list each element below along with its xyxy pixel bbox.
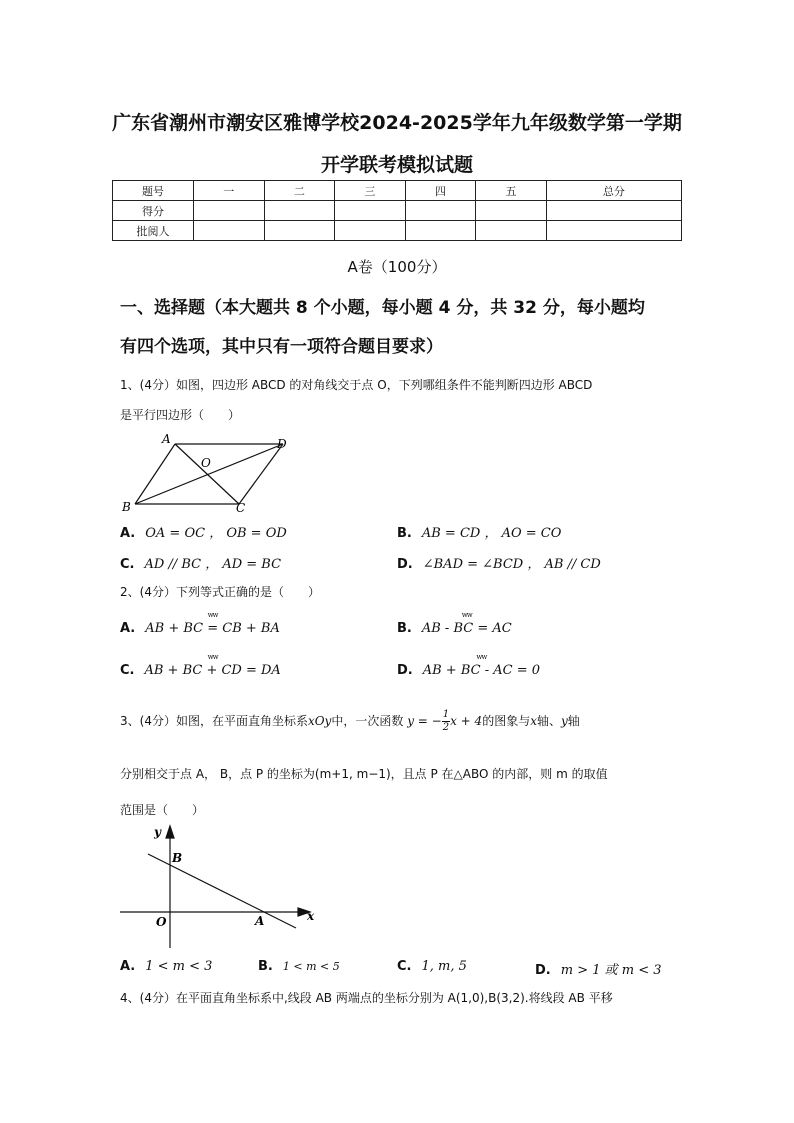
point-label-b: B	[172, 851, 183, 865]
q1-parallelogram-figure	[118, 432, 298, 514]
score-cell[interactable]	[546, 201, 681, 221]
score-table-header-row	[113, 181, 682, 201]
q1-option-d[interactable]: D. ∠BAD = ∠BCD ， AB // CD	[397, 557, 601, 572]
axis-label-y: y	[154, 825, 161, 839]
q3-stem-line2: 分别相交于点 A， B，点 P 的坐标为(m+1, m−1)，且点 P 在△ABO 的内部，则 m 的取值	[120, 767, 608, 781]
reviewer-cell[interactable]	[335, 221, 406, 241]
vertex-label-o: O	[201, 456, 211, 470]
score-header-cell: 三	[335, 181, 406, 201]
reviewer-cell[interactable]	[264, 221, 335, 241]
vertex-label-d: D	[277, 437, 287, 451]
side-ab	[135, 444, 175, 504]
q2-option-c[interactable]: C.ww AB + BC + CD = DA	[120, 663, 281, 678]
q3-option-c[interactable]: C. 1, m, 5	[397, 959, 467, 974]
axis-label-x: x	[307, 909, 315, 923]
q2-stem: 2、(4分）下列等式正确的是（ ）	[120, 585, 320, 599]
score-table	[112, 180, 682, 241]
q2-option-b[interactable]: B.ww AB - BC = AC	[397, 621, 512, 636]
q3-option-b[interactable]: B. 1 < m < 5	[258, 959, 340, 974]
score-header-cell: 总分	[546, 181, 681, 201]
reviewer-cell[interactable]	[476, 221, 547, 241]
q3-option-d[interactable]: D. m > 1 或 m < 3	[535, 963, 662, 978]
q1-option-a[interactable]: A. OA = OC ， OB = OD	[120, 526, 287, 541]
vertex-label-c: C	[236, 501, 246, 514]
section1-heading-line1: 一、选择题（本大题共 8 个小题，每小题 4 分，共 32 分，每小题均	[120, 298, 645, 318]
reviewer-cell[interactable]	[546, 221, 681, 241]
q1-option-b[interactable]: B. AB = CD ， AO = CO	[397, 526, 562, 541]
volume-label: A卷（100分）	[347, 258, 447, 276]
score-cell[interactable]	[194, 201, 265, 221]
reviewer-row-label: 批阅人	[113, 221, 194, 241]
score-cell[interactable]	[405, 201, 476, 221]
q1-stem-line2: 是平行四边形（ ）	[120, 408, 241, 422]
diagonal-ac	[175, 444, 239, 504]
score-cell[interactable]	[476, 201, 547, 221]
q3-stem-line3: 范围是（ ）	[120, 803, 205, 817]
score-header-cell: 题号	[113, 181, 194, 201]
score-header-cell: 五	[476, 181, 547, 201]
y-axis-arrow	[166, 826, 174, 838]
vertex-label-a: A	[162, 432, 171, 446]
reviewer-cell[interactable]	[194, 221, 265, 241]
q2-option-d[interactable]: D.ww AB + BC - AC = 0	[397, 663, 540, 678]
point-label-a: A	[255, 914, 265, 928]
q2-option-a[interactable]: A.ww AB + BC = CB + BA	[120, 621, 280, 636]
section1-heading-line2: 有四个选项，其中只有一项符合题目要求）	[120, 337, 443, 357]
q3-stem-line1: 3、(4分）如图，在平面直角坐标系xOy中，一次函数 y = − $\frac{1}{2}$ x + 4的图象与x轴、y轴	[120, 709, 580, 733]
reviewer-cell[interactable]	[405, 221, 476, 241]
score-cell[interactable]	[335, 201, 406, 221]
score-cell[interactable]	[264, 201, 335, 221]
score-header-cell: 四	[405, 181, 476, 201]
score-row-label: 得分	[113, 201, 194, 221]
vertex-label-b: B	[122, 500, 131, 514]
q1-option-c[interactable]: C. AD // BC ， AD = BC	[120, 557, 282, 572]
score-row	[113, 201, 682, 221]
origin-label-o: O	[156, 915, 167, 929]
q3-coordinate-figure	[118, 824, 328, 954]
q3-option-a[interactable]: A. 1 < m < 3	[120, 959, 213, 974]
q4-stem: 4、(4分）在平面直角坐标系中,线段 AB 两端点的坐标分别为 A(1,0),B(3,2).将线段 AB 平移	[120, 991, 613, 1005]
q1-stem-line1: 1、(4分）如图，四边形 ABCD 的对角线交于点 O，下列哪组条件不能判断四边形 ABCD	[120, 378, 593, 392]
score-header-cell: 一	[194, 181, 265, 201]
reviewer-row	[113, 221, 682, 241]
linear-function: y = − $\frac{1}{2}$ x + 4	[407, 709, 483, 733]
exam-title-line1: 广东省潮州市潮安区雅博学校2024-2025学年九年级数学第一学期	[112, 112, 682, 134]
exam-title-line2: 开学联考模拟试题	[320, 154, 473, 176]
score-header-cell: 二	[264, 181, 335, 201]
